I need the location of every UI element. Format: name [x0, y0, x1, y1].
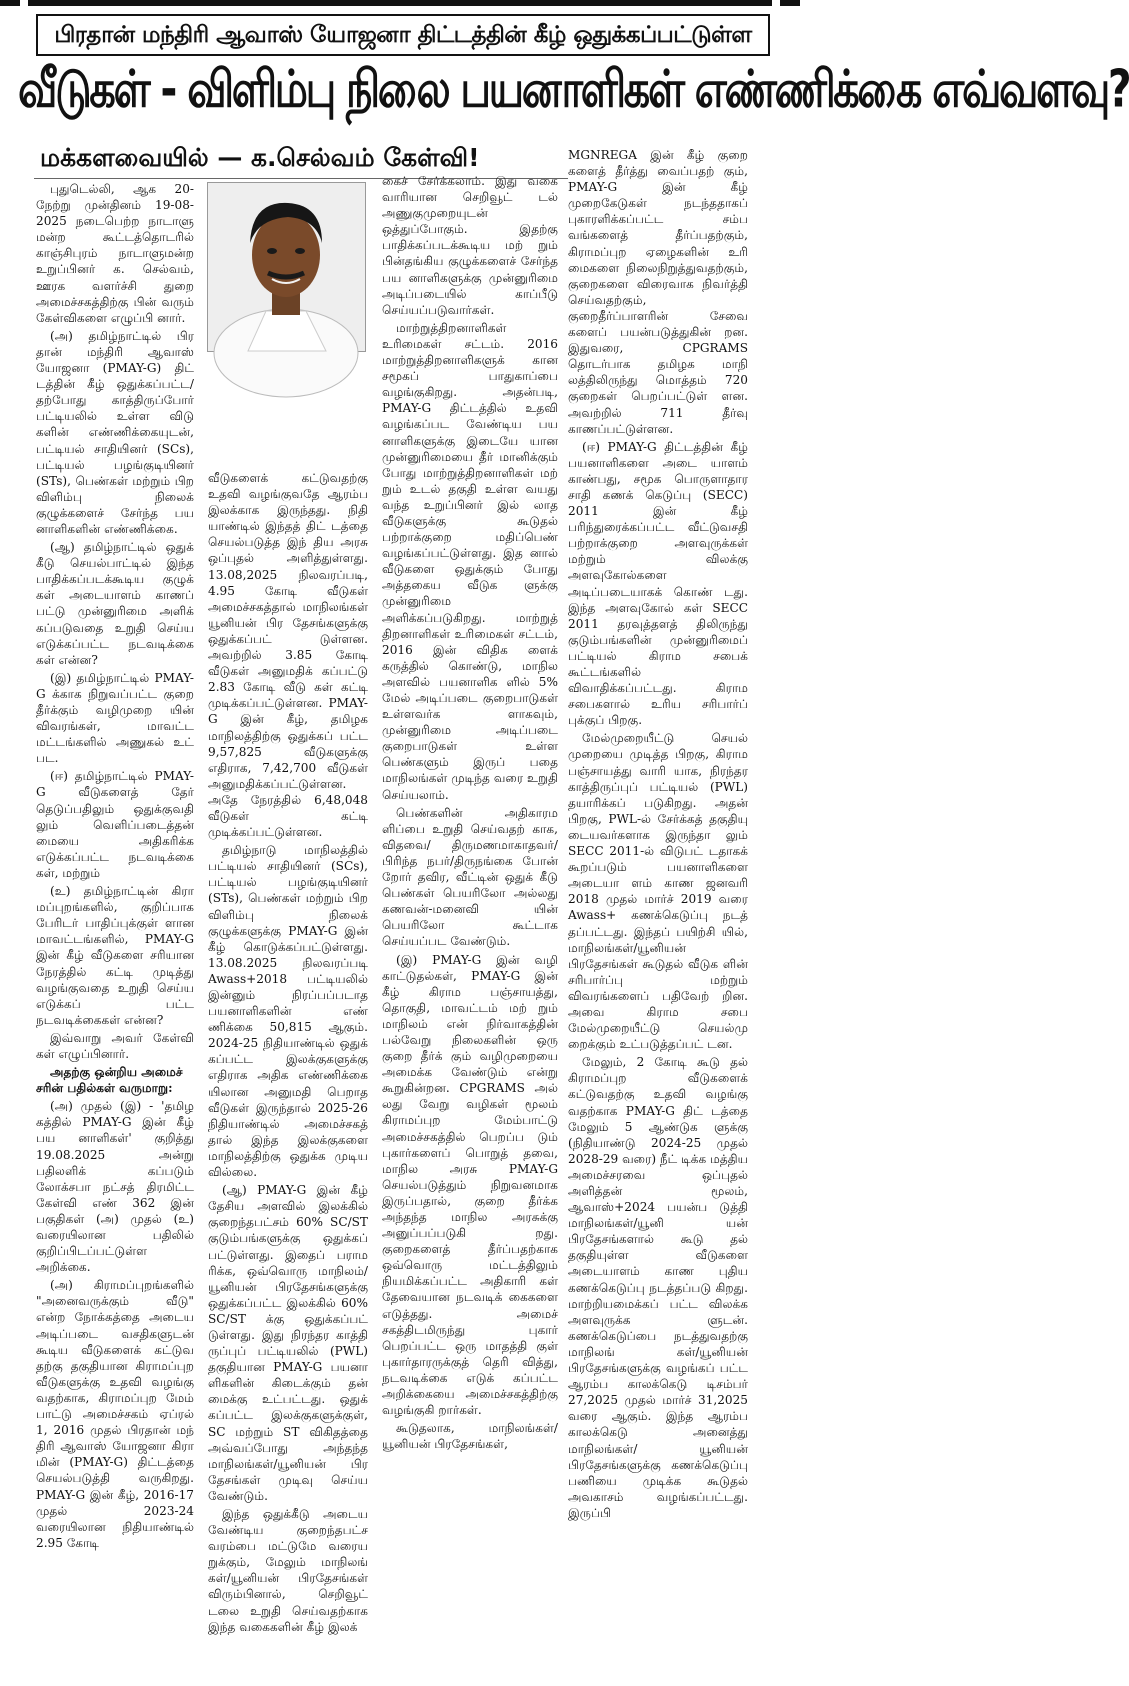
article-paragraph: வீடுகளைக் கட்டுவதற்கு உதவி வழங்குவதே ஆரம்ப இலக்காக இருந்தது. நிதி யாண்டில் இந்தத் திட் டத்தை செயல்படுத்த இந் திய அரசு ஒப்புதல் அளித்துள்ளது. 13.08,2025 நிலவரப்படி, 4.95 கோடி வீடுகள் அமைச்சகத்தால் மாநிலங்கள் யூனியன் பிர தேசங்களுக்கு ஒதுக்கப்பட் டுள்ளன. அவற்றில் 3.85 கோடி வீடுகள் அனுமதிக் கப்பட்டு 2.83 கோடி வீடு கள் கட்டி முடிக்கப்பட்டுள்ளன. PMAY-G இன் கீழ், தமிழக மாநிலத்திற்கு ஒதுக்கப் பட்ட 9,57,825 வீடுகளுக்கு எதிராக, 7,42,700 வீடுகள் அனுமதிக்கப்பட்டுள்ளன. அதே நேரத்தில் 6,48,048 வீடுகள் கட்டி முடிக்கப்பட்டுள்ளன.: [208, 471, 368, 840]
article-column-4: [568, 147, 748, 1683]
article-paragraph: தமிழ்நாடு மாநிலத்தில் பட்டியல் சாதியினர் (SCs), பட்டியல் பழங்குடியினர் (STs), பெண்கள் மற்றும் பிற விளிம்பு நிலைக் குழுக்களுக்கு PMAY-G இன் கீழ் கொடுக்கப்பட்டுள்ளது. 13.08.2025 நிலவரப்படி Awass+2018 பட்டியலில் இன்னும் நிரப்பப்படாத பயனாளிகளின் எண் ணிக்கை 50,815 ஆகும். 2024-25 நிதியாண்டில் ஒதுக் கப்பட்ட இலக்குகளுக்கு எதிராக அதிக எண்ணிக்கை யிலான அனுமதி பெறாத வீடுகள் இருந்தால் 2025-26 நிதியாண்டில் அமைச்சகத் தால் இந்த இலக்குகளை மாநிலத்திற்கு ஒதுக்க முடிய வில்லை.: [208, 843, 368, 1180]
article-paragraph: இந்த ஒதுக்கீடு அடைய வேண்டிய குறைந்தபட்ச வரம்பை மட்டுமே வரைய றுக்கும், மேலும் மாநிலங் கள்/யூனியன் பிரதேசங்கள் விரும்பினால், செறிவூட் டலை உறுதி செய்வதற்காக இந்த வகைகளின் கீழ் இலக்: [208, 1507, 368, 1634]
portrait-photo: [207, 182, 366, 352]
article-paragraph: (அ) கிராமப்புறங்களில் "அனைவருக்கும் வீடு" என்ற நோக்கத்தை அடைய அடிப்படை வசதிகளுடன் கூடிய வீடுகளைக் கட்டுவ தற்கு தகுதியான கிராமப்புற வீடுகளுக்கு உதவி வழங்கு வதற்காக, கிராமப்புற மேம் பாட்டு அமைச்சகம் ஏப்ரல் 1, 2016 முதல் பிரதான் மந் திரி ஆவாஸ் யோஜனா கிரா மின் (PMAY-G) திட்டத்தை செயல்படுத்தி வருகிறது. PMAY-G இன் கீழ், 2016-17 முதல் 2023-24 வரையிலான நிதியாண்டில் 2.95 கோடி: [36, 1278, 194, 1550]
article-paragraph: (அ) முதல் (இ) - 'தமிழ கத்தில் PMAY-G இன் கீழ் பய னாளிகள்' குறித்து 19.08.2025 அன்று பதிலளிக் கப்படும் லோக்சபா நட்சத் திரமிட்ட கேள்வி எண் 362 இன் பகுதிகள் (அ) முதல் (உ) வரையிலான பதிலில் குறிப்பிடப்பட்டுள்ள அறிக்கை.: [36, 1099, 194, 1275]
article-column-1: [36, 181, 194, 1681]
article-column-2: [208, 470, 368, 1682]
person-portrait-icon: [208, 183, 365, 351]
article-paragraph: கைச் சேர்க்கலாம். இது வகை வாரியான செறிவூட் டல் அணுகுமுறையுடன் ஒத்துப்போகும். இதற்கு பாதிக்கப்படக்கூடிய மற் றும் பின்தங்கிய குழுக்களைச் சேர்ந்த பய னாளிகளுக்கு முன்னுரிமை அடிப்படையில் காப்பீடு செய்யப்படுவார்கள்.: [382, 174, 558, 317]
article-paragraph: (இ) PMAY-G இன் வழி காட்டுதல்கள், PMAY-G இன் கீழ் கிராம பஞ்சாயத்து, தொகுதி, மாவட்டம் மற் றும் மாநிலம் என் நிர்வாகத்தின் பல்வேறு நிலைகளின் ஒரு குறை தீர்க் கும் வழிமுறையை அமைக்க வேண்டும் என்று கூறுகின்றன. CPGRAMS அல் லது வேறு வழிகள் மூலம் கிராமப்புற மேம்பாட்டு அமைச்சகத்தில் பெறப்ப டும் புகார்களைப் பொறுத் தவை, மாநில அரசு PMAY-G செயல்படுத்தும் நிறுவனமாக இருப்பதால், குறை தீர்க்க அந்தந்த மாநில அரசுக்கு அனுப்பப்படுகி றது. குறைகளைத் தீர்ப்பதற்காக ஒவ்வொரு மட்டத்திலும் நியமிக்கப்பட்ட அதிகாரி கள் தேவையான நடவடிக் கைகளை எடுத்தது. அமைச் சகத்திடமிருந்து புகார் பெறப்பட்ட ஒரு மாதத்தி குள் புகார்தாரருக்குத் தெரி வித்து, நடவடிக்கை எடுக் கப்பட்ட அறிக்கையை அமைச்சகத்திற்கு வழங்குகி றார்கள்.: [382, 952, 558, 1418]
article-paragraph: (ஆ) PMAY-G இன் கீழ் தேசிய அளவில் இலக்கில் குறைந்தபட்சம் 60% SC/ST குடும்பங்களுக்கு ஒதுக்கப் பட்டுள்ளது. இதைப் பராம ரிக்க, ஒவ்வொரு மாநிலம்/ யூனியன் பிரதேசங்களுக்கு ஒதுக்கப்பட்ட இலக்கில் 60% SC/ST க்கு ஒதுக்கப்பட் டுள்ளது. இது நிரந்தர காத்தி ருப்புப் பட்டியலில் (PWL) தகுதியான PMAY-G பயனா ளிகளின் கிடைக்கும் தன் மைக்கு உட்பட்டது. ஒதுக் கப்பட்ட இலக்குகளுக்குள், SC மற்றும் ST விகிதத்தை அவ்வப்போது அந்தந்த மாநிலங்கள்/யூனியன் பிர தேசங்கள் முடிவு செய்ய வேண்டும்.: [208, 1183, 368, 1503]
top-border: [0, 0, 800, 6]
article-column-3: [382, 173, 558, 1683]
kicker-banner: பிரதான் மந்திரி ஆவாஸ் யோஜனா திட்டத்தின் கீழ் ஒதுக்கப்பட்டுள்ள: [36, 14, 770, 56]
article-paragraph: அதற்கு ஒன்றிய அமைச் சரின் பதில்கள் வருமாறு:: [36, 1065, 183, 1096]
article-paragraph: பெண்களின் அதிகாரம ளிப்பை உறுதி செய்வதற் காக, விதவை/ திருமணமாகாதவர்/பிரிந்த நபர்/திருநங்கை போன் றோர் தவிர, வீட்டின் ஒதுக் கீடு பெண்கள் பெயரிலோ அல்லது கணவன்-மனைவி யின் பெயரிலோ கூட்டாக செய்யப்பட வேண்டும்.: [382, 805, 558, 949]
article-paragraph: (உ) தமிழ்நாட்டின் கிரா மப்புறங்களில், குறிப்பாக பேரிடர் பாதிப்புக்குள் ளான மாவட்டங்களில், PMAY-G இன் கீழ் வீடுகளை சரியான நேரத்தில் கட்டி முடித்து வழங்குவதை உறுதி செய்ய எடுக்கப் பட்ட நடவடிக்கைகள் என்ன?: [36, 884, 194, 1027]
article-paragraph: மேல்முறையீட்டு செயல் முறையை முடித்த பிறகு, கிராம பஞ்சாயத்து வாரி யாக, நிரந்தர காத்திருப்புப் பட்டியல் (PWL) தயாரிக்கப் படுகிறது. அதன் பிறகு, PWL-ல் சேர்க்கத் தகுதியு டையவர்களாக இருந்தா லும் SECC 2011-ல் விடுபட் டதாகக் கூறப்படும் பயனாளிகளை அடையா ளம் காண ஜனவரி 2018 முதல் மார்ச் 2019 வரை Awass+ கணக்கெடுப்பு நடத் தப்பட்டது. இந்தப் பயிற்சி யில், மாநிலங்கள்/யூனியன் பிரதேசங்கள் கூடுதல் வீடுக ளின் சரிபார்ப்பு மற்றும் விவரங்களைப் பதிவேற் றின. அவை கிராம சபை மேல்முறையீட்டு செயல்மு றைக்கும் உட்படுத்தப்பட் டன.: [568, 731, 748, 1052]
article-paragraph: கூடுதலாக, மாநிலங்கள்/ யூனியன் பிரதேசங்கள்,: [382, 1421, 558, 1452]
article-paragraph: புதுடெல்லி, ஆக 20- நேற்று முன்தினம் 19-08-2025 நடைபெற்ற நாடாளு மன்ற கூட்டத்தொடரில் காஞ்சிபுரம் நாடாளுமன்ற உறுப்பினர் க. செல்வம், ஊரக வளர்ச்சி துறை அமைச்சகத்திற்கு பின் வரும் கேள்விகளை எழுப்பி னார்.: [36, 182, 194, 325]
article-paragraph: (ஈ) PMAY-G திட்டத்தின் கீழ் பயனாளிகளை அடை யாளம் காண்பது, சமூக பொருளாதார சாதி கணக் கெடுப்பு (SECC) 2011 இன் கீழ் பரிந்துரைக்கப்பட்ட வீட்டுவசதி பற்றாக்குறை அளவுருக்கள் மற்றும் விலக்கு அளவுகோல்களை அடிப்படையாகக் கொண் டது. இந்த அளவுகோல் கள் SECC 2011 தரவுத்தளத் திலிருந்து குடும்பங்களின் முன்னுரிமைப் பட்டியல் கிராம சபைக் கூட்டங்களில் விவாதிக்கப்பட்டது. கிராம சபைகளால் உரிய சரிபார்ப் புக்குப் பிறகு.: [568, 439, 748, 728]
article-paragraph: (ஈ) தமிழ்நாட்டில் PMAY-G வீடுகளைத் தேர் தெடுப்பதிலும் ஒதுக்குவதி லும் வெளிப்படைத்தன் மையை அதிகரிக்க எடுக்கப்பட்ட நடவடிக்கை கள், மற்றும்: [36, 769, 194, 880]
article-paragraph: (இ) தமிழ்நாட்டில் PMAY-G க்காக நிறுவப்பட்ட குறை தீர்க்கும் வழிமுறை யின் விவரங்கள், மாவட்ட மட்டங்களில் அணுகல் உட் பட.: [36, 670, 194, 766]
article-paragraph: மேலும், 2 கோடி கூடு தல் கிராமப்புற வீடுகளைக் கட்டுவதற்கு உதவி வழங்கு வதற்காக PMAY-G திட் டத்தை மேலும் 5 ஆண்டுக ளுக்கு (நிதியாண்டு 2024-25 முதல் 2028-29 வரை) நீட் டிக்க மத்திய அமைச்சரவை ஒப்புதல் அளித்தன் மூலம், ஆவாஸ்+2024 பயன்ப டுத்தி மாநிலங்கள்/யூனி யன் பிரதேசங்களால் கூடு தல் தகுதியுள்ள வீடுகளை அடையாளம் காண புதிய கணக்கெடுப்பு நடத்தப்படு கிறது. மாற்றியமைக்கப் பட்ட விலக்க அளவுருக்க ளுடன். கணக்கெடுப்பை நடத்துவதற்கு மாநிலங் கள்/யூனியன் பிரதேசங்களுக்கு வழங்கப் பட்ட ஆரம்ப காலக்கெடு டிசம்பர் 27,2025 முதல் மார்ச் 31,2025 வரை ஆகும். இந்த ஆரம்ப காலக்கெடு அனைத்து மாநிலங்கள்/ யூனியன் பிரதேசங்களுக்கு கணக்கெடுப்பு பணியை முடிக்க கூடுதல் அவகாசம் வழங்கப்பட்டது. இருப்பி: [568, 1055, 748, 1520]
article-paragraph: (ஆ) தமிழ்நாட்டில் ஒதுக் கீடு செயல்பாட்டில் இந்த பாதிக்கப்படக்கூடிய குழுக் கள் அடையாளம் காணப் பட்டு முன்னுரிமை அளிக் கப்படுவதை உறுதி செய்ய எடுக்கப்பட்ட நடவடிக்கை கள் என்ன?: [36, 540, 194, 667]
headline: வீடுகள் - விளிம்பு நிலை பயனாளிகள் எண்ணிக்கை எவ்வளவு?: [18, 59, 1129, 119]
article-paragraph: (அ) தமிழ்நாட்டில் பிர தான் மந்திரி ஆவாஸ் யோஜனா (PMAY-G) திட் டத்தின் கீழ் ஒதுக்கப்பட்ட/ தற்போது காத்திருப்போர் பட்டியலில் உள்ள விடு களின் எண்ணிக்கையுடன், பட்டியல் சாதியினர் (SCs), பட்டியல் பழங்குடியினர் (STs), பெண்கள் மற்றும் பிற விளிம்பு நிலைக் குழுக்களைச் சேர்ந்த பய னாளிகளின் எண்ணிக்கை.: [36, 328, 194, 536]
subheadline: மக்களவையில் — க.செல்வம் கேள்வி!: [40, 143, 480, 172]
article-paragraph: இவ்வாறு அவர் கேள்வி கள் எழுப்பினார்.: [36, 1030, 194, 1061]
article-paragraph: மாற்றுத்திறனாளிகள் உரிமைகள் சட்டம். 2016 மாற்றுத்திறனாளிகளுக் கான சமூகப் பாதுகாப்பை வழங்குகிறது. அதன்படி, PMAY-G திட்டத்தில் உதவி வழங்கப்பட வேண்டிய பய னாளிகளுக்கு இடையே யான முன்னுரிமையை தீர் மானிக்கும் போது மாற்றுத்திறனாளிகள் மற் றும் உடல் தகுதி உள்ள வயது வந்த உறுப்பினர் இல் லாத வீடுகளுக்கு கூடுதல் பற்றாக்குறை மதிப்பெண் வழங்கப்பட்டுள்ளது. இத னால் வீடுகளை ஒதுக்கும் போது அத்தகைய வீடுக ளுக்கு முன்னுரிமை அளிக்கப்படுகிறது. மாற்றுத் திறனாளிகள் உரிமைகள் சட்டம், 2016 இன் விதிக ளைக் கருத்தில் கொண்டு, மாநில அளவில் பயனாளிக ளில் 5% மேல் அடிப்படை குறைபாடுகள் உள்ளவர்க ளாகவும், முன்னுரிமை அடிப்படை குறைபாடுகள் உள்ள பெண்களும் இருப் பதை மாநிலங்கள் முடிந்த வரை உறுதி செய்யலாம்.: [382, 320, 558, 802]
article-paragraph: MGNREGA இன் கீழ் குறை களைத் தீர்த்து வைப்பதற் கும், PMAY-G இன் கீழ் முறைகேடுகள் நடந்ததாகப் புகாரளிக்கப்பட்ட சம்ப வங்களைத் தீர்ப்பதற்கும், கிராமப்புற ஏழைகளின் உரி மைகளை நிலைநிறுத்துவதற்கும், குறைகளை விரைவாக நிவர்த்தி செய்வதற்கும், குறைதீர்ப்பாளரின் சேவை களைப் பயன்படுத்துகின் றன. இதுவரை, CPGRAMS தொடர்பாக தமிழக மாநி லத்திலிருந்து மொத்தம் 720 குறைகள் பெறப்பட்டுள் ளன. அவற்றில் 711 தீர்வு காணப்பட்டுள்ளன.: [568, 148, 748, 436]
